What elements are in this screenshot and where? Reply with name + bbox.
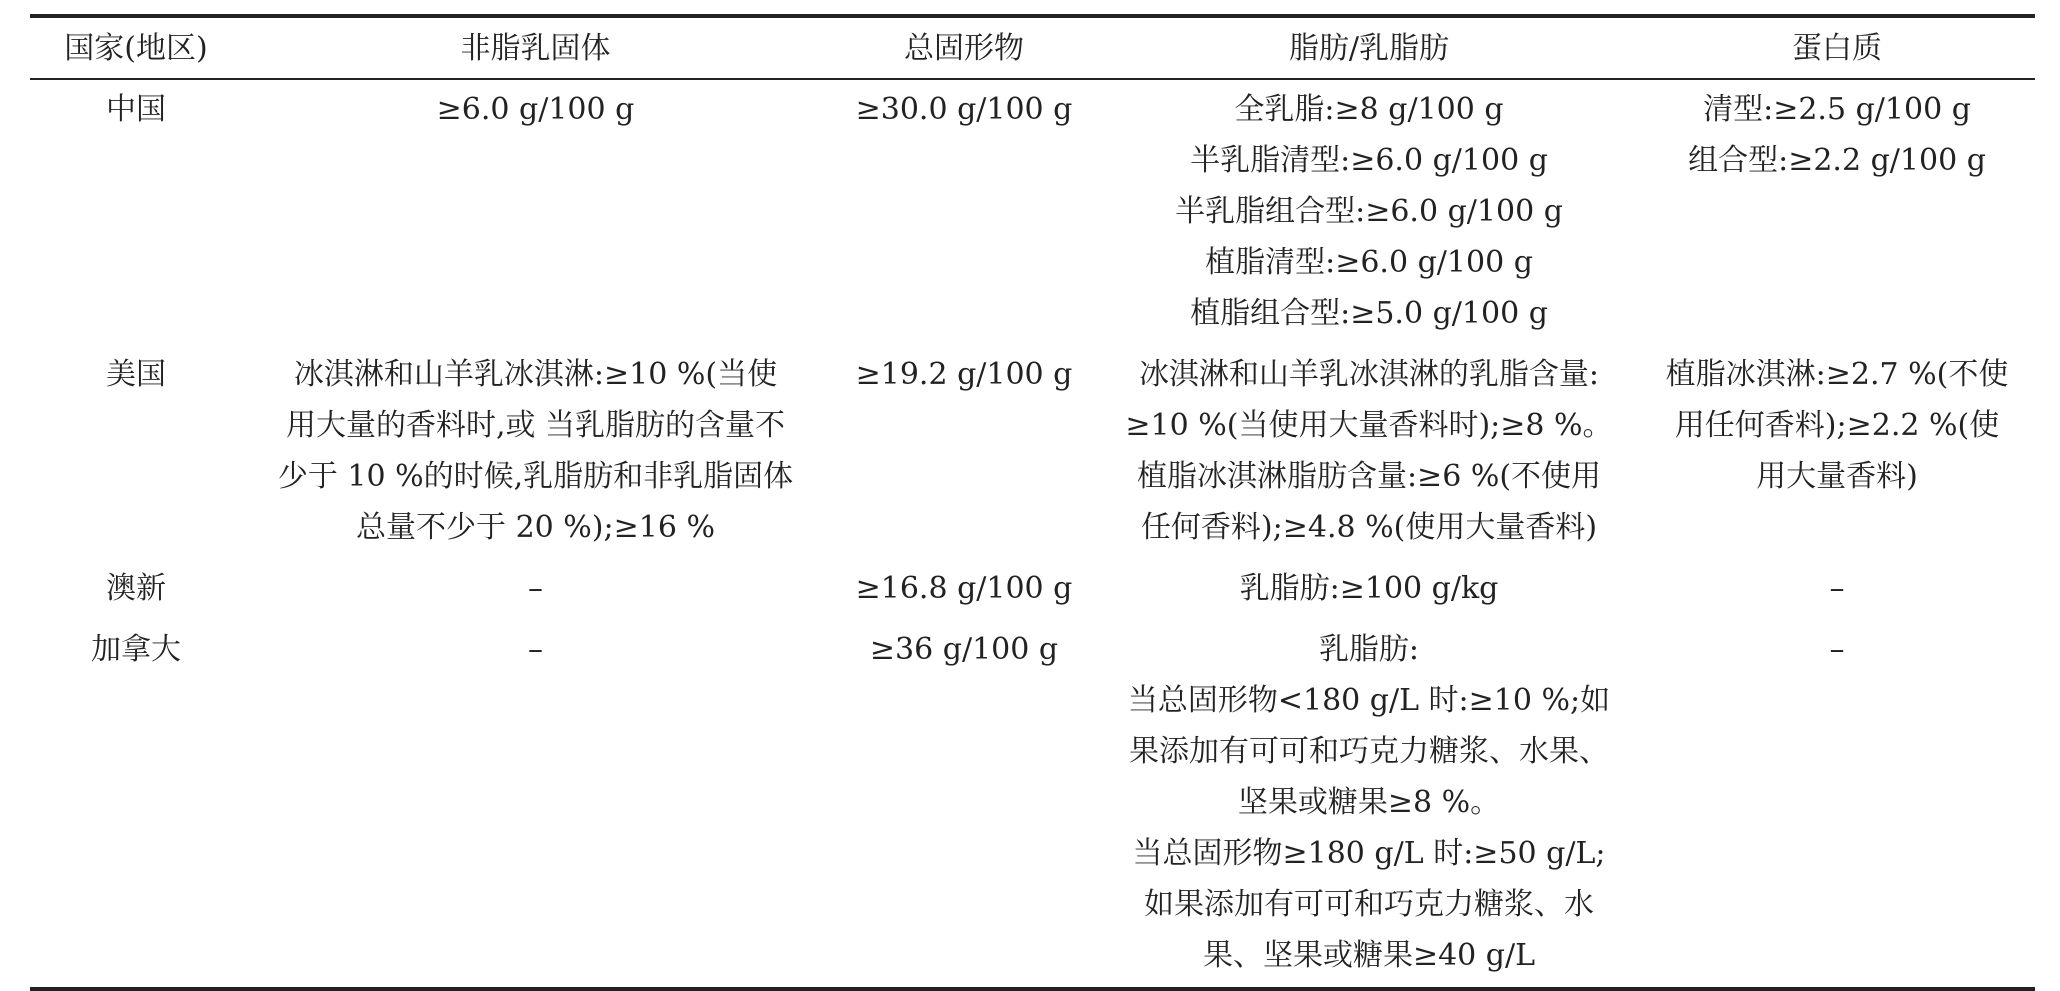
cell-text-line: 冰淇淋和山羊乳冰淇淋的乳脂含量:	[1138, 357, 1600, 392]
cell-fat	[1099, 79, 1639, 345]
cell-text-line: 当总固形物<180 g/L 时:≥10 %;如	[1127, 683, 1611, 718]
cell-text-line: ≥6.0 g/100 g	[436, 92, 635, 127]
cell-text-line: ≥19.2 g/100 g	[855, 357, 1073, 392]
cell-text-line: 植脂组合型:≥5.0 g/100 g	[1190, 296, 1548, 331]
cell-total-solids	[829, 620, 1099, 989]
cell-text-line: 用大量的香料时,或 当乳脂肪的含量不	[285, 408, 786, 443]
cell-text-line: 少于 10 %的时候,乳脂肪和非乳脂固体	[277, 459, 794, 494]
header-nonfat-milk-solids: 非脂乳固体	[460, 30, 611, 66]
cell-total-solids	[829, 345, 1099, 559]
cell-country: 澳新	[106, 571, 166, 606]
cell-text-line: 总量不少于 20 %);≥16 %	[356, 510, 715, 545]
cell-text-line: 半乳脂组合型:≥6.0 g/100 g	[1175, 194, 1563, 229]
cell-country: 美国	[106, 357, 166, 392]
cell-protein	[1639, 345, 2035, 559]
cell-text-line: 植脂清型:≥6.0 g/100 g	[1205, 245, 1533, 280]
cell-text-line: 当总固形物≥180 g/L 时:≥50 g/L;	[1132, 836, 1606, 871]
cell-total-solids	[829, 559, 1099, 620]
cell-protein	[1639, 620, 2035, 989]
cell-text-line: 半乳脂清型:≥6.0 g/100 g	[1190, 143, 1548, 178]
cell-text-line: 冰淇淋和山羊乳冰淇淋:≥10 %(当使	[293, 357, 778, 392]
cell-fat	[1099, 620, 1639, 989]
cell-nonfat-milk-solids	[242, 345, 829, 559]
cell-country: 中国	[106, 92, 166, 127]
cell-protein	[1639, 559, 2035, 620]
cell-text-line: ≥36 g/100 g	[869, 632, 1059, 667]
cell-text-line: 乳脂肪:≥100 g/kg	[1239, 571, 1499, 606]
cell-text-line: –	[1829, 571, 1845, 606]
table-body	[30, 79, 2035, 989]
cell-total-solids	[829, 79, 1099, 345]
cell-text-line: 如果添加有可可和巧克力糖浆、水	[1144, 887, 1594, 922]
cell-text-line: ≥30.0 g/100 g	[855, 92, 1073, 127]
cell-text-line: 清型:≥2.5 g/100 g	[1703, 92, 1971, 127]
cell-text-line: ≥10 %(当使用大量香料时);≥8 %。	[1125, 408, 1613, 443]
cell-fat	[1099, 559, 1639, 620]
header-row	[30, 16, 2035, 79]
header-total-solids: 总固形物	[904, 30, 1024, 66]
table-header	[30, 16, 2035, 79]
cell-fat	[1099, 345, 1639, 559]
cell-text-line: 植脂冰淇淋脂肪含量:≥6 %(不使用	[1136, 459, 1602, 494]
cell-text-line: 用大量香料)	[1756, 459, 1918, 494]
table-row	[30, 79, 2035, 345]
table-row	[30, 345, 2035, 559]
cell-text-line: 用任何香料);≥2.2 %(使	[1674, 408, 2000, 443]
standards-table-container	[30, 14, 2035, 991]
cell-text-line: 植脂冰淇淋:≥2.7 %(不使	[1665, 357, 2009, 392]
cell-text-line: –	[528, 571, 543, 606]
table-row	[30, 559, 2035, 620]
header-country: 国家(地区)	[64, 30, 208, 66]
cell-text-line: 坚果或糖果≥8 %。	[1237, 785, 1501, 820]
cell-text-line: –	[1829, 632, 1845, 667]
cell-country: 加拿大	[91, 632, 181, 667]
cell-text-line: –	[528, 632, 543, 667]
cell-text-line: 全乳脂:≥8 g/100 g	[1234, 92, 1504, 127]
cell-text-line: 组合型:≥2.2 g/100 g	[1688, 143, 1986, 178]
header-fat: 脂肪/乳脂肪	[1288, 30, 1450, 66]
cell-text-line: 乳脂肪:	[1318, 632, 1420, 667]
cell-text-line: ≥16.8 g/100 g	[855, 571, 1073, 606]
header-protein: 蛋白质	[1792, 30, 1882, 66]
cell-nonfat-milk-solids	[242, 79, 829, 345]
ice-cream-standards-table	[30, 14, 2035, 991]
cell-protein	[1639, 79, 2035, 345]
cell-nonfat-milk-solids	[242, 620, 829, 989]
cell-nonfat-milk-solids	[242, 559, 829, 620]
cell-text-line: 果、坚果或糖果≥40 g/L	[1202, 938, 1536, 973]
cell-text-line: 任何香料);≥4.8 %(使用大量香料)	[1140, 510, 1598, 545]
cell-text-line: 果添加有可可和巧克力糖浆、水果、	[1129, 734, 1609, 769]
table-row	[30, 620, 2035, 989]
